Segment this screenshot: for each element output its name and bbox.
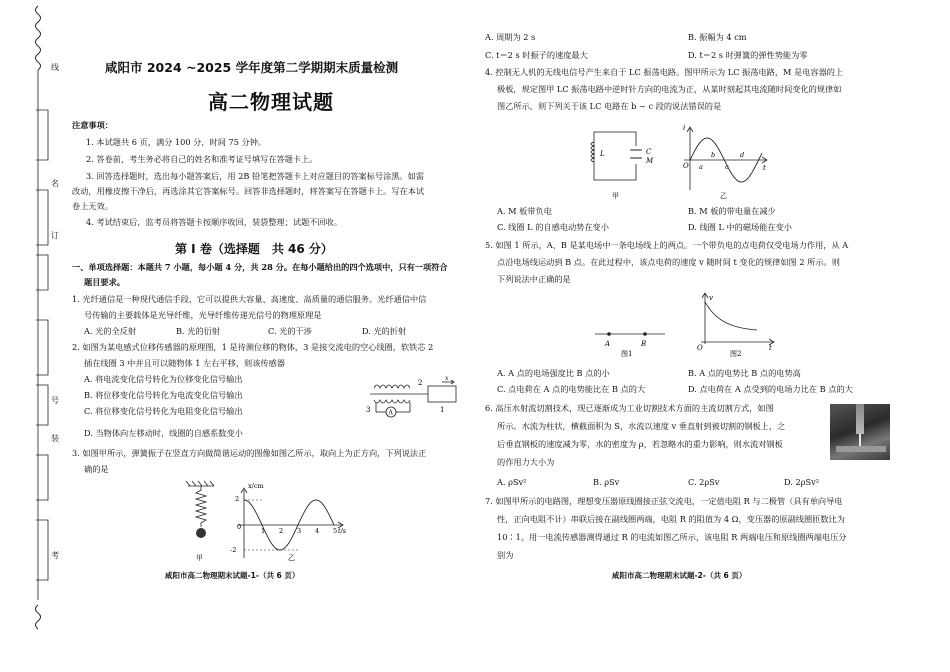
note-item: 4. 考试结束后，监考员将答题卡按顺序收回，装袋整理；试题不回收。 — [86, 217, 343, 227]
q5-figure — [585, 288, 795, 358]
q4-fig-label: M — [646, 157, 654, 165]
q6-line: 的作用力大小为 — [497, 457, 555, 467]
binding-label: 名 — [51, 179, 59, 188]
q1-option: D. 光的折射 — [362, 326, 407, 336]
q5-point-b — [643, 332, 647, 336]
note-item: 改动，用橡皮擦干净后，再选涂其它答案标号。回答非选择题时，将答案写在答题卡上。写在本试 — [72, 186, 425, 196]
q4-option: A. M 板带负电 — [497, 206, 552, 216]
q3-xtick: 5 — [333, 527, 338, 535]
q5-line: 下列说法中正确的是 — [497, 274, 571, 284]
q5-caption: 图2 — [730, 350, 742, 358]
q3-xtick: 3 — [297, 527, 302, 535]
q4-fig-label: a — [699, 163, 703, 171]
q2-fig-label: A — [388, 409, 393, 417]
q3-caption: 甲 — [196, 554, 203, 562]
subject-title: 高二物理试题 — [208, 90, 334, 114]
q5-line: 点沿电场线运动到 B 点。在此过程中，该点电荷的速度 v 随时间 t 变化的规律如图 2 所示。则 — [497, 257, 840, 267]
q5-point-a — [607, 332, 611, 336]
q7-line: 10∶1。用一电流传感器测得通过 R 的电流如图乙所示，该电阻 R 两端电压和原线圈两端电压分 — [497, 532, 847, 542]
q2-option: D. 当物体向左移动时，线圈的自感系数变小 — [84, 428, 243, 438]
q3-ytick: 0 — [237, 523, 242, 531]
q6-option: D. 2ρSv² — [784, 477, 820, 487]
q4-option: C. 线圈 L 的自感电动势在变小 — [497, 222, 609, 232]
note-item: 3. 回答选择题时，选出每小题答案后，用 2B 铅笔把答题卡上对应题目的答案标号涂黑。如需 — [86, 171, 424, 181]
q3-ytick: -2 — [230, 546, 237, 554]
q1-option: C. 光的干涉 — [268, 326, 312, 336]
q1-line: 号传输的主要载体是光导纤维，光导纤维传递光信号的物理原理是 — [84, 310, 322, 320]
q4-caption: 乙 — [720, 192, 727, 200]
q4-option: D. 线圈 L 中的磁场能在变小 — [688, 222, 792, 232]
q3-option: C. t＝2 s 时振子的速度最大 — [485, 50, 588, 60]
binding-label: 考 — [51, 551, 59, 560]
q4-line: 极板，规定图甲 LC 振荡电路中逆时针方向的电流为正，从某时刻起其电流随时间变化的规律如 — [497, 84, 842, 94]
q7-line: 7. 如图甲所示的电路图，理想变压器原线圈接正弦交流电，一定值电阻 R 与二极管（具有单向导电 — [485, 496, 843, 506]
q3-ylabel: x/cm — [248, 482, 264, 490]
instruction-line: 一、单项选择题：本题共 7 小题，每小题 4 分，共 28 分。在每小题给出的四个选项中，只有一项符合 — [72, 262, 448, 272]
q4-line: 4. 控制无人机的无线电信号产生来自于 LC 振荡电路。图甲所示为 LC 振荡电路，M 是电容器的上 — [485, 67, 844, 77]
q3-line: 确的是 — [84, 464, 109, 474]
q5-option: B. A 点的电势比 B 点的电势高 — [688, 368, 801, 378]
q3-option: B. 振幅为 4 cm — [688, 32, 747, 42]
q4-option: B. M 板的带电量在减少 — [688, 206, 776, 216]
q5-fig-label: O — [697, 344, 703, 352]
q6-line: 6. 高压水射流切割技术，现已逐渐成为工业切割技术方面的主流切割方式，如图 — [485, 403, 774, 413]
q6-option: A. ρSv² — [497, 477, 527, 487]
q2-option: A. 将电流变化信号转化为位移变化信号输出 — [84, 374, 243, 384]
note-item: 卷上无效。 — [72, 201, 113, 211]
q4-fig-label: i — [683, 124, 686, 132]
q3-xlabel: t/s — [338, 527, 347, 535]
q4-line: 图乙所示，则下列关于该 LC 电路在 b ~ c 段的说法错误的是 — [497, 101, 722, 111]
notes-heading: 注意事项： — [72, 120, 113, 130]
q3-xtick: 4 — [315, 527, 320, 535]
q4-fig-label: t — [763, 164, 766, 172]
q3-figure — [180, 478, 380, 564]
q3-caption: 乙 — [288, 554, 295, 562]
page-footer: 咸阳市高二物理期末试题-1-（共 6 页） — [165, 571, 300, 580]
page-footer: 咸阳市高二物理期末试题-2-（共 6 页） — [612, 571, 747, 580]
q3-ytick: 2 — [235, 495, 240, 503]
q2-fig-label: 1 — [440, 406, 445, 414]
q4-fig-label: c — [725, 163, 729, 171]
binding-margin — [0, 0, 70, 672]
note-item: 2. 答卷前，考生务必将自己的姓名和准考证号填写在答题卡上。 — [86, 154, 318, 164]
q6-line: 所示。水流为柱状，横截面积为 S，水流以速度 v 垂直射到被切割的钢板上，之 — [497, 421, 786, 431]
q3-option: A. 周期为 2 s — [485, 32, 536, 42]
q4-fig-label: O — [683, 162, 689, 170]
q4-fig-label: L — [600, 150, 605, 158]
q6-option: C. 2ρSv — [688, 477, 720, 487]
section-title: 第 Ⅰ 卷（选择题 共 46 分） — [175, 242, 333, 256]
q1-option: A. 光的全反射 — [84, 326, 137, 336]
q5-line: 5. 如图 1 所示，A、B 是某电场中一条电场线上的两点。一个带负电的点电荷仅受电场力作用，从 A — [485, 240, 849, 250]
q1-option: B. 光的衍射 — [176, 326, 220, 336]
q2-line: 2. 如图为某电感式位移传感器的原理图，1 是待测位移的物体，3 是接交流电的空心线圈，软铁芯 2 — [72, 342, 434, 352]
q5-fig-label: A — [605, 340, 611, 348]
q4-fig-label: d — [740, 151, 745, 159]
q5-option: C. 点电荷在 A 点的电势能比在 B 点的大 — [497, 384, 646, 394]
binding-label: 订 — [51, 231, 59, 240]
q3-xtick: 2 — [279, 527, 284, 535]
binding-label: 线 — [51, 63, 59, 72]
q4-caption: 甲 — [612, 192, 619, 200]
q1-line: 1. 光纤通信是一种现代通信手段，它可以提供大容量、高速度、高质量的通信服务。光纤通信中信 — [72, 294, 427, 304]
q2-line: 插在线圈 3 中并且可以随物体 1 左右平移，则该传感器 — [84, 358, 285, 368]
q5-fig-label: t — [769, 344, 772, 352]
q5-option: D. 点电荷在 A 点受到的电场力比在 B 点的大 — [688, 384, 853, 394]
instruction-line: 题目要求。 — [84, 277, 125, 287]
q2-option: C. 将位移变化信号转化为电阻变化信号输出 — [84, 406, 243, 416]
q7-line: 别为 — [497, 550, 514, 560]
q5-fig-label: B — [641, 340, 647, 348]
q5-caption: 图1 — [621, 350, 633, 358]
note-item: 1. 本试题共 6 页，满分 100 分，时间 75 分钟。 — [86, 137, 267, 147]
q4-figure — [580, 118, 780, 206]
q3-xtick: 1 — [261, 527, 266, 535]
q5-fig-label: v — [709, 294, 713, 302]
q3-mass — [196, 528, 206, 538]
q5-velocity-curve — [705, 302, 757, 330]
q3-line: 3. 如图甲所示，弹簧振子在竖直方向做简谐运动的图像如图乙所示，取向上为正方向，下列说法正 — [72, 448, 427, 458]
q7-line: 性，正向电阻不计）串联后接在副线圈两端，电阻 R 的阻值为 4 Ω，变压器的原副线圈匝数比为 — [497, 514, 845, 524]
exam-title: 咸阳市 2024 ~2025 学年度第二学期期末质量检测 — [105, 60, 399, 75]
q3-option: D. t＝2 s 时弹簧的弹性势能为零 — [688, 50, 808, 60]
q2-fig-label: x — [445, 375, 449, 382]
q2-fig-label: 2 — [418, 379, 423, 387]
q6-option: B. ρSv — [593, 477, 620, 487]
q2-option: B. 将位移变化信号转化为电流变化信号输出 — [84, 390, 243, 400]
q2-fig-label: 3 — [366, 406, 371, 414]
q6-line: 后垂直钢板的速度减为零，水的密度为 ρ，若忽略水的重力影响，则水流对钢板 — [497, 439, 783, 449]
binding-label: 号 — [51, 396, 59, 405]
q5-option: A. A 点的电场强度比 B 点的小 — [497, 368, 610, 378]
q4-fig-label: b — [711, 151, 716, 159]
q2-figure — [340, 372, 460, 422]
binding-label: 装 — [51, 434, 59, 443]
q4-fig-label: C — [646, 148, 652, 156]
water-jet-photo — [830, 404, 890, 460]
